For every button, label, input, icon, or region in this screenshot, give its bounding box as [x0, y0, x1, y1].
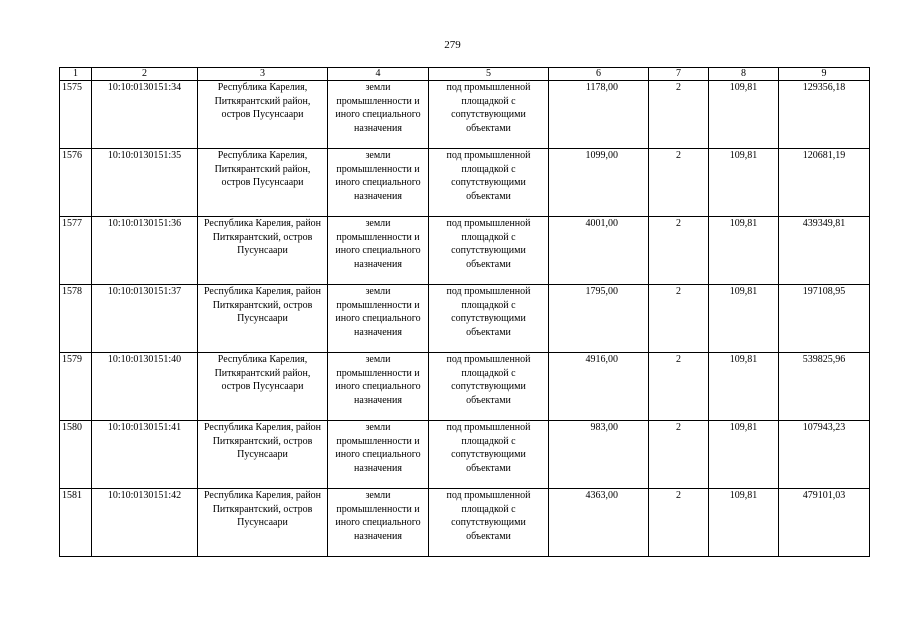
area-cell: 983,00 — [549, 421, 649, 489]
row-number-cell: 1576 — [60, 149, 92, 217]
land-category-cell: земли промышленности и иного специального назначения — [328, 217, 429, 285]
permitted-use-cell: под промышленной площадкой с сопутствующими объектами — [429, 489, 549, 557]
header-cell: 6 — [549, 68, 649, 81]
area-cell: 1795,00 — [549, 285, 649, 353]
table-row — [60, 489, 870, 557]
specific-value-cell: 109,81 — [709, 285, 779, 353]
group-cell: 2 — [649, 421, 709, 489]
specific-value-cell: 109,81 — [709, 489, 779, 557]
group-cell: 2 — [649, 81, 709, 149]
row-number-cell: 1577 — [60, 217, 92, 285]
header-cell: 3 — [198, 68, 328, 81]
cadastral-number-cell: 10:10:0130151:40 — [92, 353, 198, 421]
location-cell: Республика Карелия, Питкярантский район, остров Пусунсаари — [198, 81, 328, 149]
cadastral-value-cell: 129356,18 — [779, 81, 870, 149]
permitted-use-cell: под промышленной площадкой с сопутствующими объектами — [429, 285, 549, 353]
location-cell: Республика Карелия, район Питкярантский, остров Пусунсаари — [198, 217, 328, 285]
table-row — [60, 421, 870, 489]
permitted-use-cell: под промышленной площадкой с сопутствующими объектами — [429, 81, 549, 149]
header-cell: 9 — [779, 68, 870, 81]
table-row — [60, 217, 870, 285]
page-number: 279 — [444, 39, 461, 51]
cadastral-number-cell: 10:10:0130151:41 — [92, 421, 198, 489]
permitted-use-cell: под промышленной площадкой с сопутствующими объектами — [429, 421, 549, 489]
area-cell: 4363,00 — [549, 489, 649, 557]
header-cell: 1 — [60, 68, 92, 81]
table-row — [60, 353, 870, 421]
location-cell: Республика Карелия, Питкярантский район, остров Пусунсаари — [198, 353, 328, 421]
cadastral-value-cell: 439349,81 — [779, 217, 870, 285]
cadastral-value-cell: 120681,19 — [779, 149, 870, 217]
table-header-row — [60, 68, 870, 81]
cadastral-number-cell: 10:10:0130151:42 — [92, 489, 198, 557]
area-cell: 4916,00 — [549, 353, 649, 421]
land-category-cell: земли промышленности и иного специального назначения — [328, 81, 429, 149]
permitted-use-cell: под промышленной площадкой с сопутствующими объектами — [429, 353, 549, 421]
specific-value-cell: 109,81 — [709, 217, 779, 285]
cadastral-number-cell: 10:10:0130151:37 — [92, 285, 198, 353]
specific-value-cell: 109,81 — [709, 81, 779, 149]
cadastral-value-cell: 197108,95 — [779, 285, 870, 353]
permitted-use-cell: под промышленной площадкой с сопутствующими объектами — [429, 217, 549, 285]
cadastral-number-cell: 10:10:0130151:36 — [92, 217, 198, 285]
land-category-cell: земли промышленности и иного специального назначения — [328, 149, 429, 217]
row-number-cell: 1575 — [60, 81, 92, 149]
row-number-cell: 1581 — [60, 489, 92, 557]
header-cell: 2 — [92, 68, 198, 81]
cadastral-number-cell: 10:10:0130151:34 — [92, 81, 198, 149]
header-cell: 5 — [429, 68, 549, 81]
location-cell: Республика Карелия, Питкярантский район, остров Пусунсаари — [198, 149, 328, 217]
permitted-use-cell: под промышленной площадкой с сопутствующими объектами — [429, 149, 549, 217]
specific-value-cell: 109,81 — [709, 353, 779, 421]
specific-value-cell: 109,81 — [709, 421, 779, 489]
row-number-cell: 1580 — [60, 421, 92, 489]
table-row — [60, 285, 870, 353]
header-cell: 4 — [328, 68, 429, 81]
group-cell: 2 — [649, 353, 709, 421]
cadastral-value-cell: 539825,96 — [779, 353, 870, 421]
row-number-cell: 1579 — [60, 353, 92, 421]
area-cell: 4001,00 — [549, 217, 649, 285]
cadastral-value-cell: 107943,23 — [779, 421, 870, 489]
group-cell: 2 — [649, 285, 709, 353]
location-cell: Республика Карелия, район Питкярантский, остров Пусунсаари — [198, 489, 328, 557]
table-row — [60, 149, 870, 217]
specific-value-cell: 109,81 — [709, 149, 779, 217]
cadastral-number-cell: 10:10:0130151:35 — [92, 149, 198, 217]
header-cell: 7 — [649, 68, 709, 81]
land-category-cell: земли промышленности и иного специального назначения — [328, 489, 429, 557]
location-cell: Республика Карелия, район Питкярантский, остров Пусунсаари — [198, 285, 328, 353]
location-cell: Республика Карелия, район Питкярантский, остров Пусунсаари — [198, 421, 328, 489]
land-register-table — [59, 67, 870, 557]
row-number-cell: 1578 — [60, 285, 92, 353]
group-cell: 2 — [649, 217, 709, 285]
group-cell: 2 — [649, 149, 709, 217]
header-cell: 8 — [709, 68, 779, 81]
group-cell: 2 — [649, 489, 709, 557]
area-cell: 1099,00 — [549, 149, 649, 217]
cadastral-value-cell: 479101,03 — [779, 489, 870, 557]
land-category-cell: земли промышленности и иного специального назначения — [328, 285, 429, 353]
area-cell: 1178,00 — [549, 81, 649, 149]
land-category-cell: земли промышленности и иного специального назначения — [328, 353, 429, 421]
table-row — [60, 81, 870, 149]
land-category-cell: земли промышленности и иного специального назначения — [328, 421, 429, 489]
